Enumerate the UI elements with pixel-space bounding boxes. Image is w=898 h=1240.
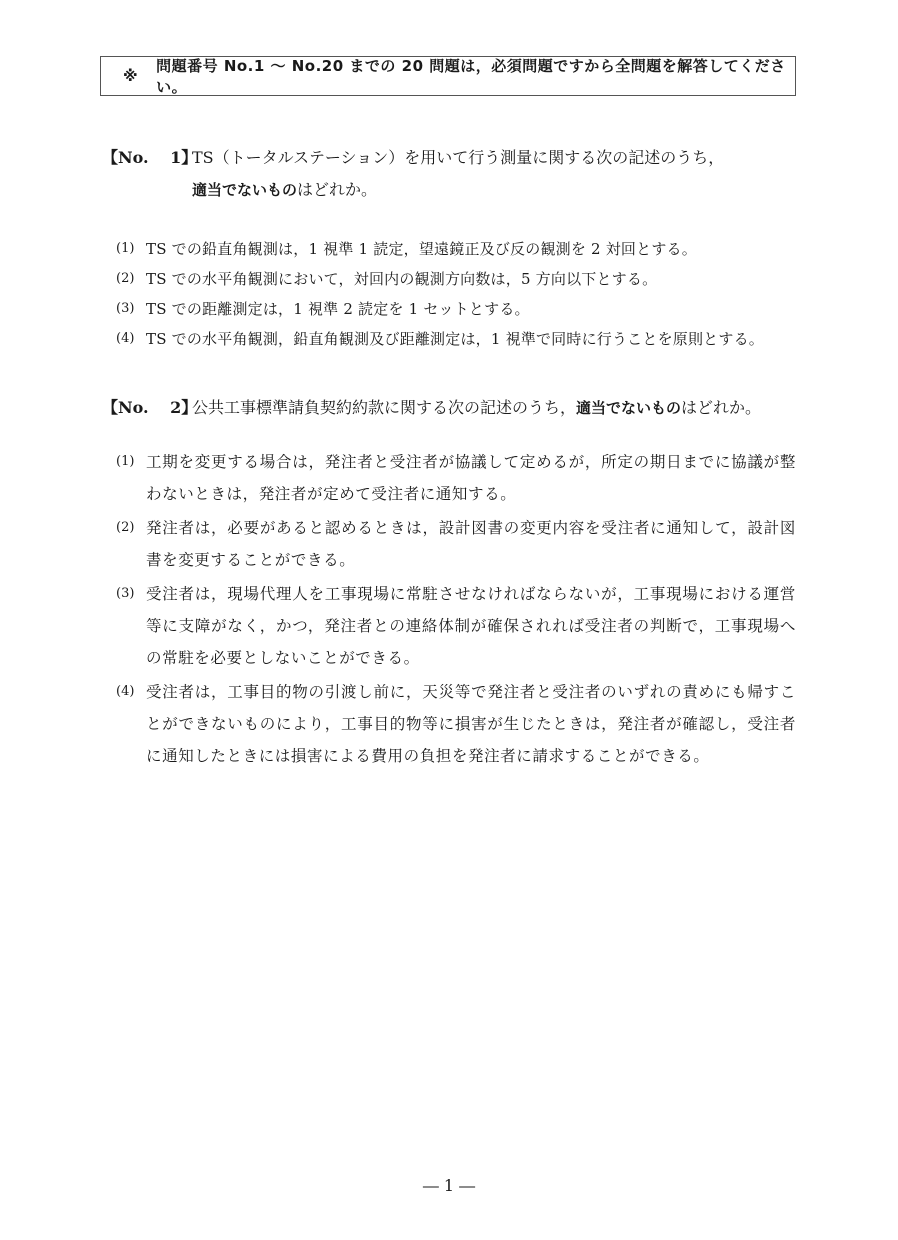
- stem-tail: はどれか。: [681, 398, 762, 417]
- option-item: [102, 266, 796, 292]
- option-text: TS での鉛直角観測は，1 視準 1 読定，望遠鏡正及び反の観測を 2 対回とする。: [146, 240, 697, 258]
- stem-text: 公共工事標準請負契約約款に関する次の記述のうち，: [192, 398, 577, 417]
- option-number: (1): [116, 241, 135, 256]
- stem-emphasis: 適当でないもの: [192, 181, 298, 199]
- page-number: ― 1 ―: [422, 1176, 476, 1195]
- option-item: [102, 512, 812, 576]
- question-2-stem: [102, 392, 812, 424]
- option-text: TS での距離測定は，1 視準 2 読定を 1 セットとする。: [146, 300, 530, 318]
- option-text: 工期を変更する場合は，発注者と受注者が協議して定めるが，所定の期日までに協議が整わないときは，発注者が定めて受注者に通知する。: [146, 453, 796, 503]
- question-text: [192, 392, 812, 424]
- option-item: [102, 236, 796, 262]
- option-item: [102, 578, 812, 674]
- question-number: 【No. 1】: [102, 148, 198, 167]
- option-number: (2): [116, 520, 135, 535]
- option-list: [102, 446, 812, 772]
- instruction-notice: [100, 56, 796, 96]
- option-text: 受注者は，工事目的物の引渡し前に，天災等で発注者と受注者のいずれの責めにも帰すことができないものにより，工事目的物等に損害が生じたときは，発注者が確認し，受注者に通知したときには損害による費用の負担を発注者に請求することができる。: [146, 683, 796, 765]
- stem-emphasis: 適当でないもの: [576, 399, 682, 417]
- question-1-stem: [102, 142, 796, 206]
- option-item: [102, 676, 812, 772]
- option-number: (1): [116, 454, 135, 469]
- question-number: 【No. 2】: [102, 398, 198, 417]
- option-number: (4): [116, 684, 135, 699]
- instruction-text: 問題番号 No.1 ～ No.20 までの 20 問題は，必須問題ですから全問題を解答してください。: [156, 57, 786, 96]
- option-item: [102, 446, 812, 510]
- stem-tail: はどれか。: [297, 180, 378, 199]
- stem-text: TS（トータルステーション）を用いて行う測量に関する次の記述のうち，: [192, 148, 725, 167]
- option-number: (4): [116, 331, 135, 346]
- question-1: [102, 142, 796, 356]
- option-number: (2): [116, 271, 135, 286]
- option-text: TS での水平角観測において，対回内の観測方向数は，5 方向以下とする。: [146, 270, 658, 288]
- question-text: [192, 142, 792, 206]
- question-2: [102, 392, 812, 774]
- option-list: [102, 236, 796, 352]
- option-number: (3): [116, 301, 135, 316]
- option-number: (3): [116, 586, 135, 601]
- reference-mark: ※: [123, 67, 139, 85]
- option-text: 発注者は，必要があると認めるときは，設計図書の変更内容を受注者に通知して，設計図書を変更することができる。: [146, 519, 796, 569]
- option-text: 受注者は，現場代理人を工事現場に常駐させなければならないが，工事現場における運営等に支障がなく，かつ，発注者との連絡体制が確保されれば受注者の判断で，工事現場への常駐を必要としないことができる。: [146, 585, 796, 667]
- option-text: TS での水平角観測，鉛直角観測及び距離測定は，1 視準で同時に行うことを原則とする。: [146, 330, 764, 348]
- option-item: [102, 326, 796, 352]
- option-item: [102, 296, 796, 322]
